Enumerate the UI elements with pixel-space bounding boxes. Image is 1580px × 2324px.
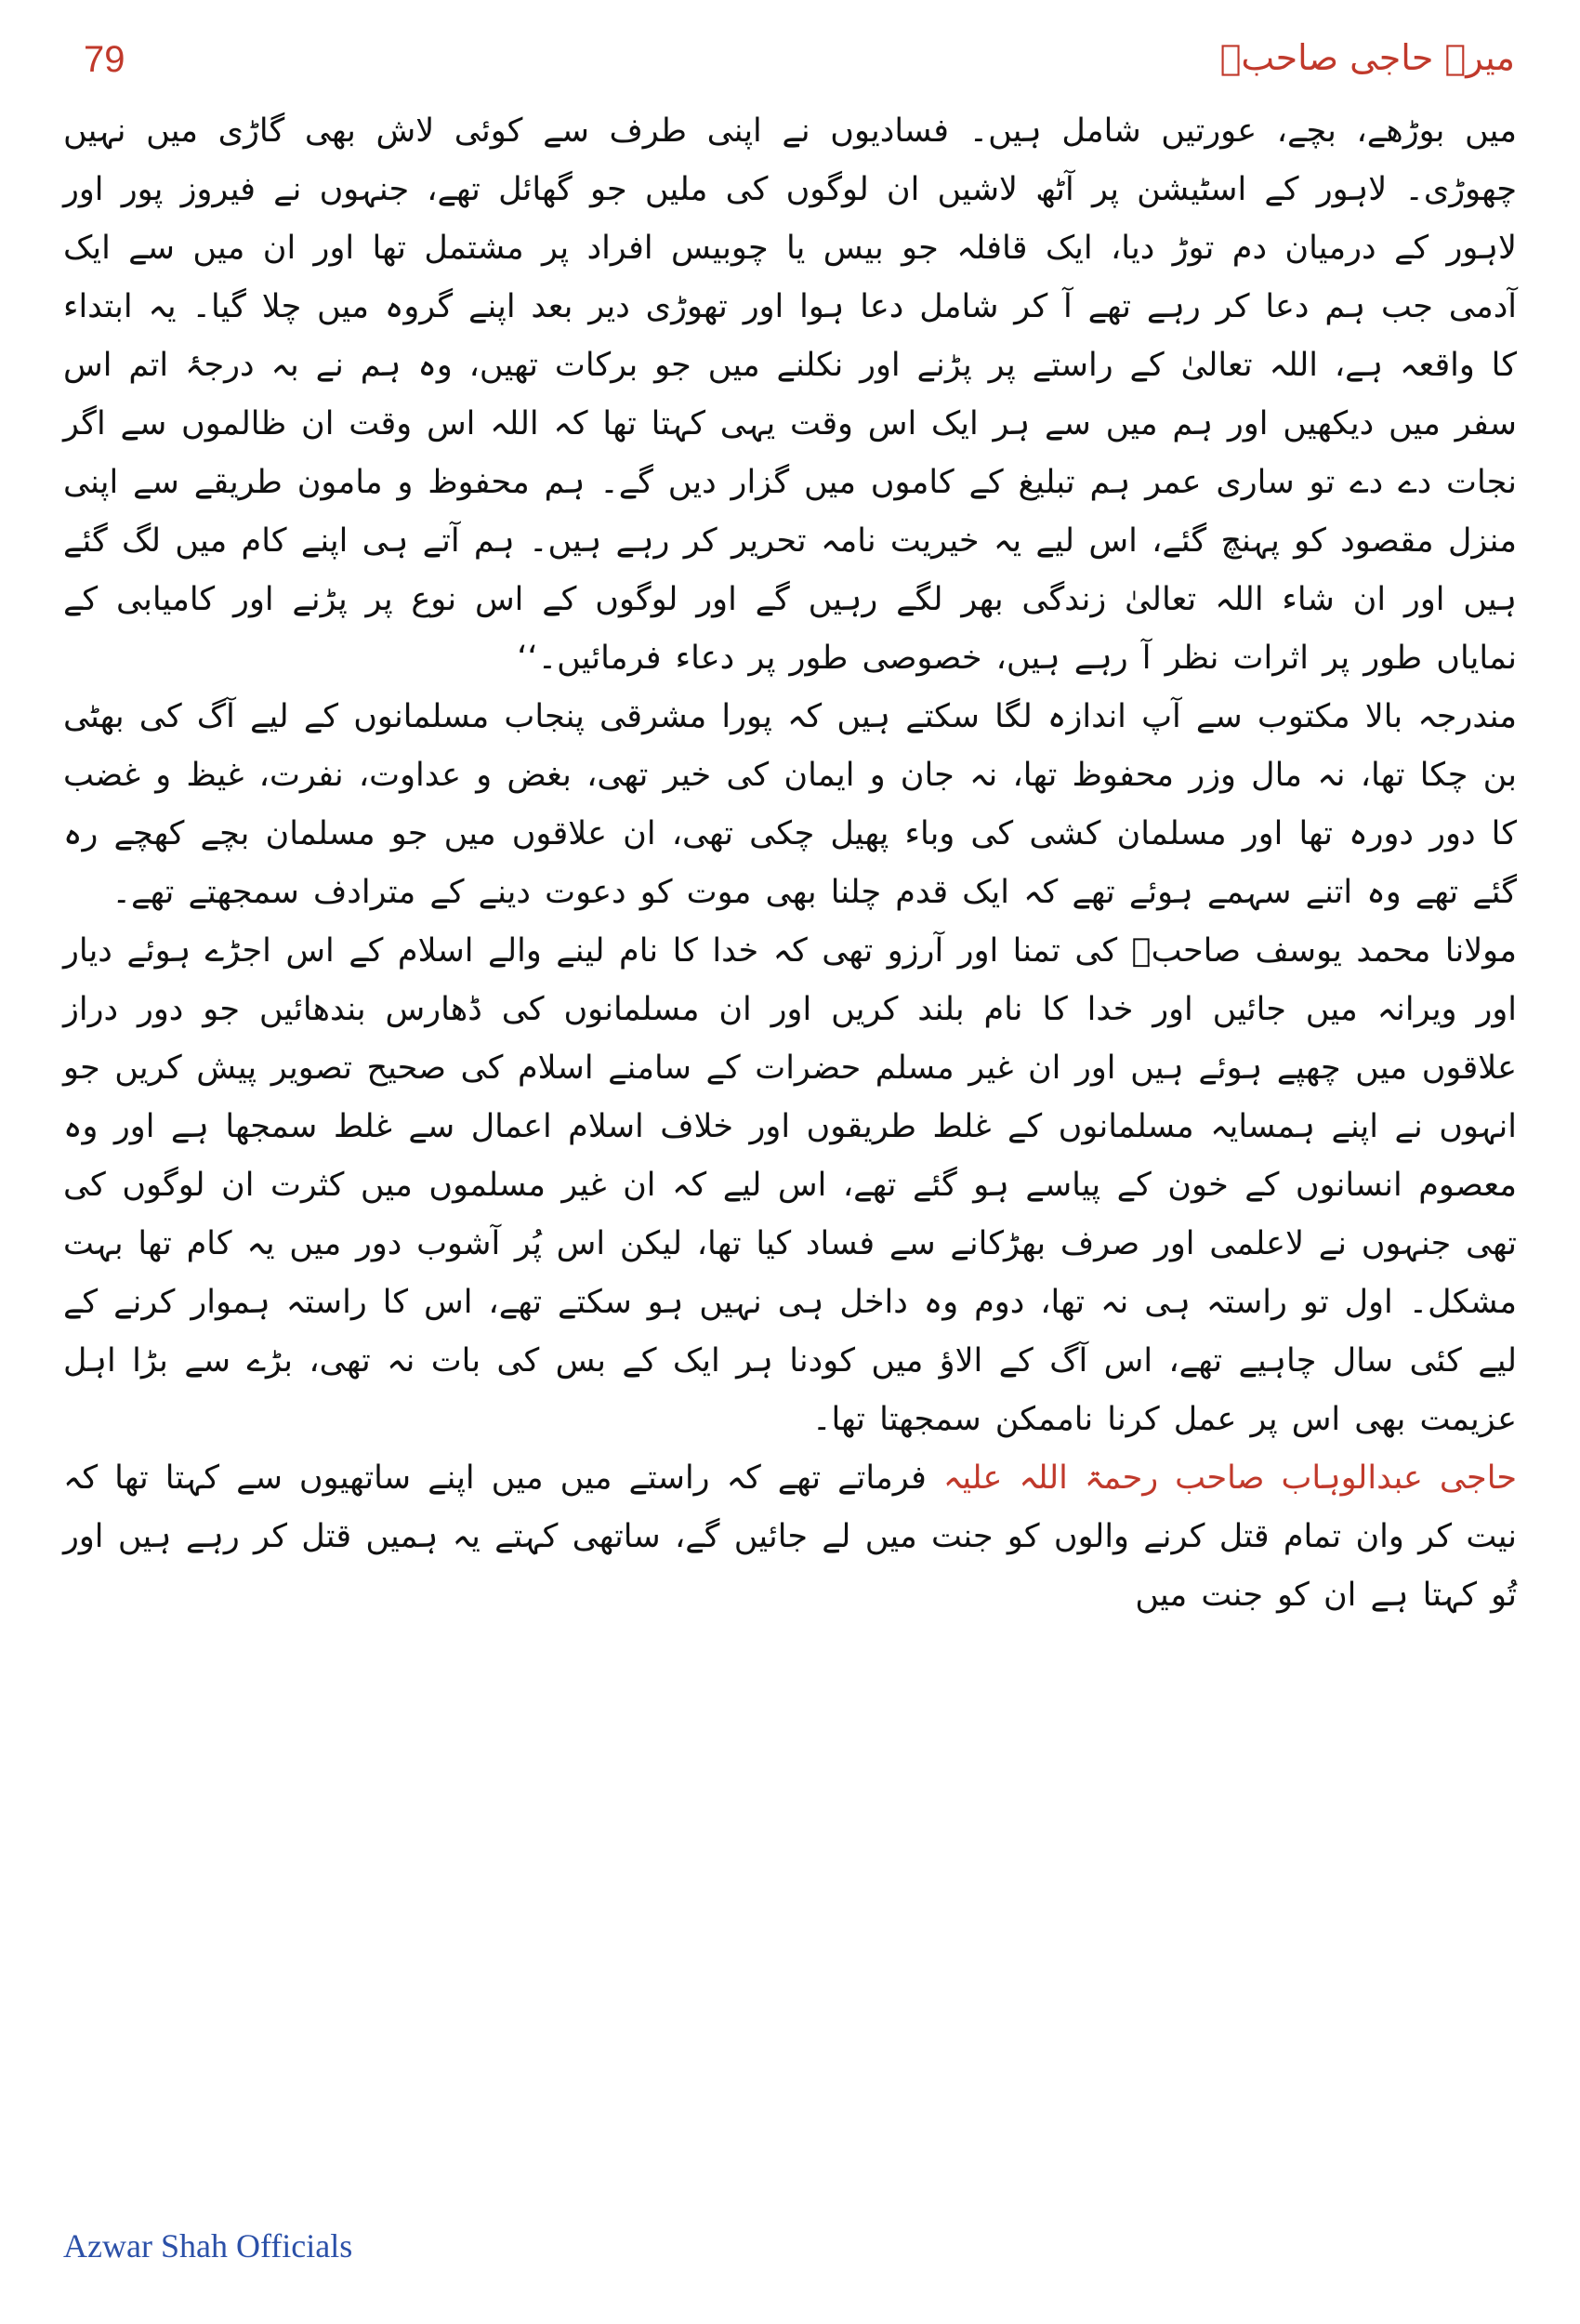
footer-watermark: Azwar Shah Officials — [63, 2227, 353, 2265]
page-number: 79 — [84, 39, 125, 80]
paragraph-4-text: فرماتے تھے کہ راستے میں میں اپنے ساتھیوں سے کہتا تھا کہ نیت کر وان تمام قتل کرنے والوں کو جنت میں لے جائیں گے، ساتھی کہتے یہ ہمیں قتل کر رہے ہیں اور تُو کہتا ہے ان کو جنت میں — [63, 1459, 1517, 1614]
book-body — [63, 102, 1517, 1625]
paragraph-3: مولانا محمد یوسف صاحبؒ کی تمنا اور آرزو تھی کہ خدا کا نام لینے والے اسلام کے اس اجڑے ہوئے دیار اور ویرانہ میں جائیں اور خدا کا نام بلند کریں اور ان مسلمانوں کی ڈھارس بندھائیں جو دور دراز علاقوں میں چھپے ہوئے ہیں اور ان غیر مسلم حضرات کے سامنے اسلام کی صحیح تصویر پیش کریں جو انہوں نے اپنے ہمسایہ مسلمانوں کے غلط طریقوں اور خلاف اسلام اعمال سے غلط سمجھا ہے اور وہ معصوم انسانوں کے خون کے پیاسے ہو گئے تھے، اس لیے کہ ان غیر مسلموں میں کثرت ان لوگوں کی تھی جنہوں نے لاعلمی اور صرف بھڑکانے سے فساد کیا تھا، لیکن اس پُر آشوب دور میں یہ کام تھا بہت مشکل۔ اول تو راستہ ہی نہ تھا، دوم وہ داخل ہی نہیں ہو سکتے تھے، اس کا راستہ ہموار کرنے کے لیے کئی سال چاہیے تھے، اس آگ کے الاؤ میں کودنا ہر ایک کے بس کی بات نہ تھی، بڑے سے بڑا اہل عزیمت بھی اس پر عمل کرنا ناممکن سمجھتا تھا۔ — [63, 932, 1517, 1438]
paragraph-1: میں بوڑھے، بچے، عورتیں شامل ہیں۔ فسادیوں نے اپنی طرف سے کوئی لاش بھی گاڑی میں نہیں چھوڑی۔ لاہور کے اسٹیشن پر آٹھ لاشیں ان لوگوں کی ملیں جو گھائل تھے، جنہوں نے فیروز پور اور لاہور کے درمیان دم توڑ دیا، ایک قافلہ جو بیس یا چوبیس افراد پر مشتمل تھا اور ان میں سے ایک آدمی جب ہم دعا کر رہے تھے آ کر شامل دعا ہوا اور تھوڑی دیر بعد اپنے گروہ میں چلا گیا۔ یہ ابتداء کا واقعہ ہے، اللہ تعالیٰ کے راستے پر پڑنے اور نکلنے میں جو برکات تھیں، وہ ہم نے بہ درجۂ اتم اس سفر میں دیکھیں اور ہم میں سے ہر ایک اس وقت یہی کہتا تھا کہ اللہ اس وقت ان ظالموں سے اگر نجات دے دے تو ساری عمر ہم تبلیغ کے کاموں میں گزار دیں گے۔ ہم محفوظ و مامون طریقے سے اپنی منزل مقصود کو پہنچ گئے، اس لیے یہ خیریت نامہ تحریر کر رہے ہیں۔ ہم آتے ہی اپنے کام میں لگ گئے ہیں اور ان شاء اللہ تعالیٰ زندگی بھر لگے رہیں گے اور لوگوں کے اس نوع پر پڑنے اور کامیابی کے نمایاں طور پر اثرات نظر آ رہے ہیں، خصوصی طور پر دعاء فرمائیں۔‘‘ — [63, 112, 1517, 677]
paragraph-4 — [63, 1449, 1517, 1625]
paragraph-2: مندرجہ بالا مکتوب سے آپ اندازہ لگا سکتے ہیں کہ پورا مشرقی پنجاب مسلمانوں کے لیے آگ کی بھٹی بن چکا تھا، نہ مال وزر محفوظ تھا، نہ جان و ایمان کی خیر تھی، بغض و عداوت، نفرت، غیظ و غضب کا دور دورہ تھا اور مسلمان کشی کی وباء پھیل چکی تھی، ان علاقوں میں جو مسلمان بچے کھچے رہ گئے تھے وہ اتنے سہمے ہوئے تھے کہ ایک قدم چلنا بھی موت کو دعوت دینے کے مترادف سمجھتے تھے۔ — [63, 698, 1517, 911]
running-title: میرے حاجی صاحبؒ — [1219, 37, 1515, 78]
highlighted-name: حاجی عبدالوہاب صاحب رحمۃ اللہ علیہ — [942, 1459, 1517, 1497]
